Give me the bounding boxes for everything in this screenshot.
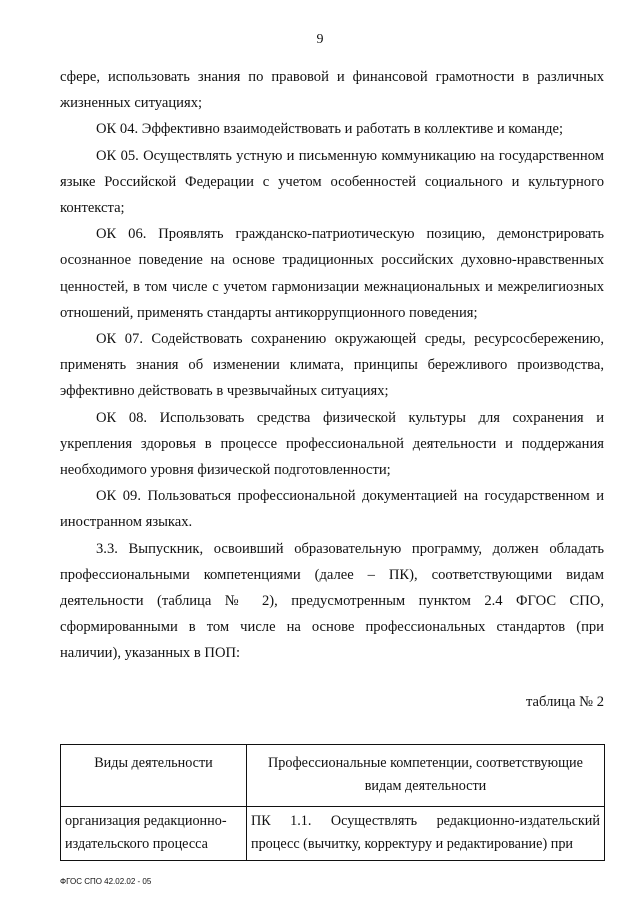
table-row (61, 807, 605, 861)
paragraph-3-3: 3.3. Выпускник, освоивший образовательную программу, должен обладать профессиональными компетенциями (далее – ПК), соответствующими видам деятельности (таблица № 2), предусмотренным пунктом 2.4 ФГОС СПО, сформированными в том числе на основе профессиональных стандартов (при наличии), указанных в ПОП: (60, 540, 604, 662)
page-number: 9 (316, 32, 324, 47)
table-header-row (61, 745, 605, 807)
paragraph-ok-09: ОК 09. Пользоваться профессиональной документацией на государственном и иностранном языках. (60, 488, 604, 531)
header-competencies: Профессиональные компетенции, соответствующие видам деятельности (247, 745, 605, 807)
table-caption: таблица № 2 (526, 694, 604, 710)
footer-code: ФГОС СПО 42.02.02 - 05 (60, 877, 152, 886)
cell-competency: ПК 1.1. Осуществлять редакционно-издательский процесс (вычитку, корректуру и редактирование) при (247, 807, 605, 861)
paragraph-ok-05: ОК 05. Осуществлять устную и письменную коммуникацию на государственном языке Российской Федерации с учетом особенностей социального и культурного контекста; (60, 147, 604, 217)
paragraph-ok-06: ОК 06. Проявлять гражданско-патриотическую позицию, демонстрировать осознанное поведение на основе традиционных российских духовно-нравственных ценностей, в том числе с учетом гармонизации межнациональных и межрелигиозных отношений, применять стандарты антикоррупционного поведения; (60, 226, 604, 321)
paragraph-ok-08: ОК 08. Использовать средства физической культуры для сохранения и укрепления здоровья в процессе профессиональной деятельности и поддержания необходимого уровня физической подготовленности; (60, 409, 604, 479)
paragraph-ok-07: ОК 07. Содействовать сохранению окружающей среды, ресурсосбережению, применять знания об изменении климата, принципы бережливого производства, эффективно действовать в чрезвычайных ситуациях; (60, 331, 604, 400)
cell-activity: организация редакционно-издательского процесса (61, 807, 247, 861)
paragraph-intro: сфере, использовать знания по правовой и финансовой грамотности в различных жизненных ситуациях; (60, 69, 604, 112)
paragraph-ok-04: ОК 04. Эффективно взаимодействовать и работать в коллективе и команде; (96, 121, 564, 138)
competencies-table (60, 744, 605, 861)
header-activity-types: Виды деятельности (61, 745, 247, 807)
document-body (60, 64, 604, 667)
